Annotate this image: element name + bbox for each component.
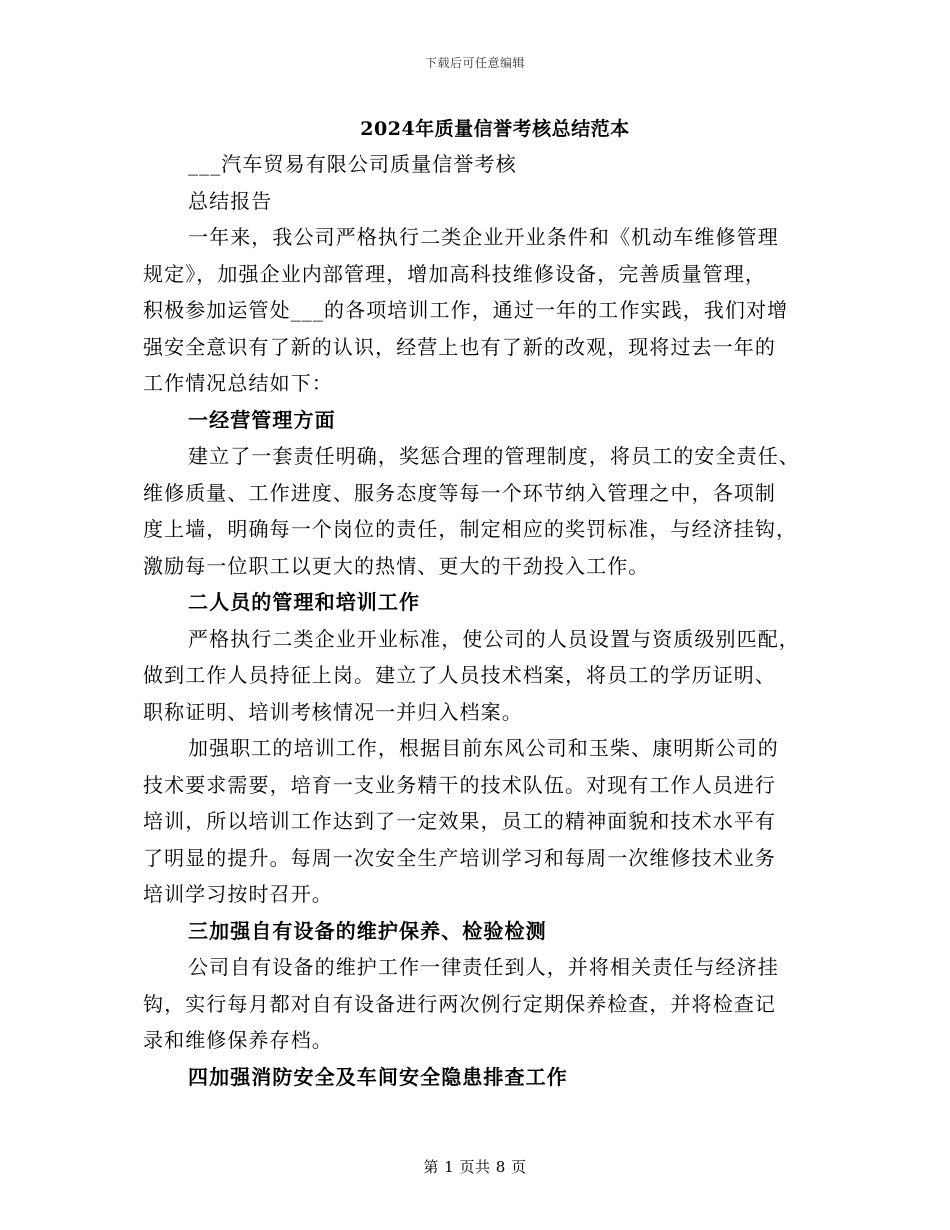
- section-heading: 三加强自有设备的维护保养、检验检测: [188, 918, 547, 943]
- page-number: 第 1 页共 8 页: [423, 1158, 527, 1176]
- section3-paragraph: [143, 949, 815, 1059]
- section-heading: 一经营管理方面: [188, 407, 336, 432]
- intro-paragraph: [143, 219, 815, 402]
- section1-paragraph: [143, 438, 815, 584]
- section1-line: 激励每一位职工以更大的热情、更大的干劲投入工作。: [143, 553, 650, 578]
- section-heading: 二人员的管理和培训工作: [188, 590, 421, 614]
- section3-line: 录和维修保养存档。: [143, 1028, 333, 1052]
- section2-line: 技术要求需要，培育一支业务精干的技术队伍。对现有工作人员进行: [143, 772, 776, 797]
- intro-line: 一年来，我公司严格执行二类企业开业条件和《机动车维修管理: [188, 225, 779, 249]
- section2-line: 培训学习按时召开。: [143, 882, 333, 906]
- intro-line: 规定》，加强企业内部管理，增加高科技维修设备，完善质量管理，: [143, 261, 766, 286]
- subtitle-line-2: 总结报告: [188, 188, 273, 213]
- section-heading: 四加强消防安全及车间安全隐患排查工作: [188, 1064, 568, 1089]
- section2-line: 严格执行二类企业开业标准，使公司的人员设置与资质级别匹配，: [188, 626, 800, 651]
- header-note: 下载后可任意编辑: [424, 56, 525, 70]
- intro-line: 工作情况总结如下：: [143, 371, 333, 395]
- document-body: [143, 146, 815, 1095]
- section2-paragraph-1: [143, 621, 815, 731]
- intro-line: 积极参加运管处___的各项培训工作，通过一年的工作实践，我们对增: [143, 298, 789, 322]
- section2-paragraph-2: [143, 730, 815, 913]
- section1-line: 建立了一套责任明确，奖惩合理的管理制度，将员工的安全责任、: [188, 444, 800, 468]
- section1-line: 度上墙，明确每一个岗位的责任，制定相应的奖罚标准，与经济挂钩，: [143, 517, 798, 541]
- section2-line: 了明显的提升。每周一次安全生产培训学习和每周一次维修技术业务: [143, 845, 776, 870]
- section2-line: 培训，所以培训工作达到了一定效果，员工的精神面貌和技术水平有: [143, 809, 776, 833]
- subtitle-line-1: ___汽车贸易有限公司质量信誉考核: [188, 152, 517, 176]
- document-title: 2024年质量信誉考核总结范本: [360, 118, 630, 140]
- intro-line: 强安全意识有了新的认识，经营上也有了新的改观，现将过去一年的: [143, 334, 776, 359]
- section3-line: 公司自有设备的维护工作一律责任到人，并将相关责任与经济挂: [188, 955, 779, 979]
- section2-line: 做到工作人员持征上岗。建立了人员技术档案，将员工的学历证明、: [143, 663, 776, 687]
- section2-line: 加强职工的培训工作，根据目前东风公司和玉柴、康明斯公司的: [188, 736, 779, 760]
- section1-line: 维修质量、工作进度、服务态度等每一个环节纳入管理之中，各项制: [143, 480, 776, 505]
- section2-line: 职称证明、培训考核情况一并归入档案。: [143, 699, 523, 724]
- section3-line: 钩，实行每月都对自有设备进行两次例行定期保养检查，并将检查记: [143, 991, 776, 1016]
